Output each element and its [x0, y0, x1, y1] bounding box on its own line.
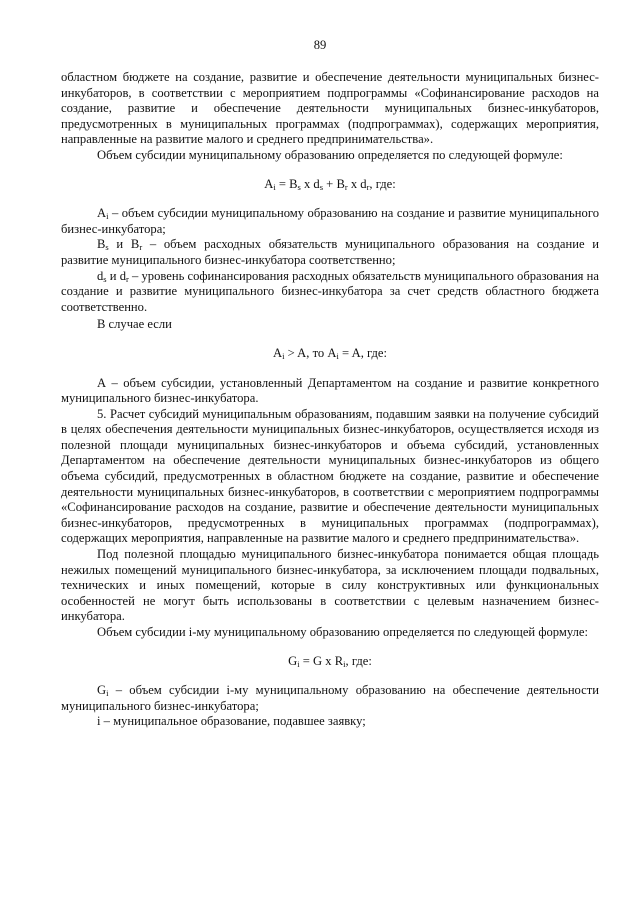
paragraph-condition: В случае если — [97, 317, 172, 332]
paragraph-formula-intro-gi: Объем субсидии i-му муниципальному образованию определяется по следующей формуле: — [97, 625, 588, 639]
paragraph-item-5: 5. Расчет субсидий муниципальным образованиям, подавшим заявки на получение субсидий в целях обеспечения деятельности муниципальных бизнес-инкубаторов, осуществляется исходя из полезной площади муниципальных бизнес-инкубаторов и объема субсидий, установленных Департаментом на обеспечение деятельности муниципальных бизнес-инкубаторов из общего объема субсидий, предусмотренных в областном бюджете на создание, развитие и обеспечение деятельности муниципальных бизнес-инкубаторов, в соответствии с мероприятием подпрограммы «Софинансирование расходов на создание, развитие и обеспечение деятельности муниципальных бизнес-инкубаторов, предусмотренных в муниципальных программах (подпрограммах), содержащих мероприятия, направленные на развитие малого и среднего предпринимательства». — [61, 406, 599, 546]
page-content — [61, 70, 599, 730]
page-number: 89 — [313, 38, 327, 52]
definition-bs-br: $B_s$ и $B_r$ – объем расходных обязательств муниципального образования на создание и развитие муниципального бизнес-инкубатора соответственно; — [61, 237, 599, 267]
definition-ai: $A_i$ – объем субсидии муниципальному образованию на создание и развитие муниципального бизнес-инкубатора; — [61, 206, 599, 236]
formula-condition: $A_i > A$, то $A_i = A$, где: — [272, 345, 388, 361]
paragraph-intro-continuation: областном бюджете на создание, развитие и обеспечение деятельности муниципальных бизнес-инкубаторов, в соответствии с мероприятием подпрограммы «Софинансирование расходов на создание, развитие и обеспечение деятельности муниципальных бизнес-инкубаторов, предусмотренных в муниципальных программах (подпрограммах), содержащих мероприятия, направленные на развитие малого и среднего предпринимательства». — [61, 70, 599, 147]
formula-subsidy-gi: $G_i = G$ x $R_i$, где: — [288, 653, 372, 669]
definition-ds-dr: $d_s$ и $d_r$ – уровень софинансирования расходных обязательств муниципального образования на создание и развитие муниципального бизнес-инкубатора за счет средств областного бюджета соответственно. — [61, 268, 599, 314]
formula-subsidy-ai: $A_i = B_s$ x $d_s + B_r$ x $d_r$, где: — [264, 176, 396, 192]
definition-gi: $G_i$ – объем субсидии i-му муниципальному образованию на обеспечение деятельности муниципального бизнес-инкубатора; — [61, 683, 599, 713]
paragraph-useful-area: Под полезной площадью муниципального бизнес-инкубатора понимается общая площадь нежилых помещений муниципального бизнес-инкубатора, за исключением площади подвальных, технических и иных помещений, которые в силу конструктивных или функциональных особенностей не могут быть использованы в соответствии с целевым назначением бизнес-инкубатора. — [61, 547, 599, 624]
definition-i: i – муниципальное образование, подавшее заявку; — [97, 714, 366, 729]
paragraph-formula-intro: Объем субсидии муниципальному образованию определяется по следующей формуле: — [97, 147, 563, 162]
definition-a: А – объем субсидии, установленный Департаментом на создание и развитие конкретного муниципального бизнес-инкубатора. — [61, 375, 599, 406]
